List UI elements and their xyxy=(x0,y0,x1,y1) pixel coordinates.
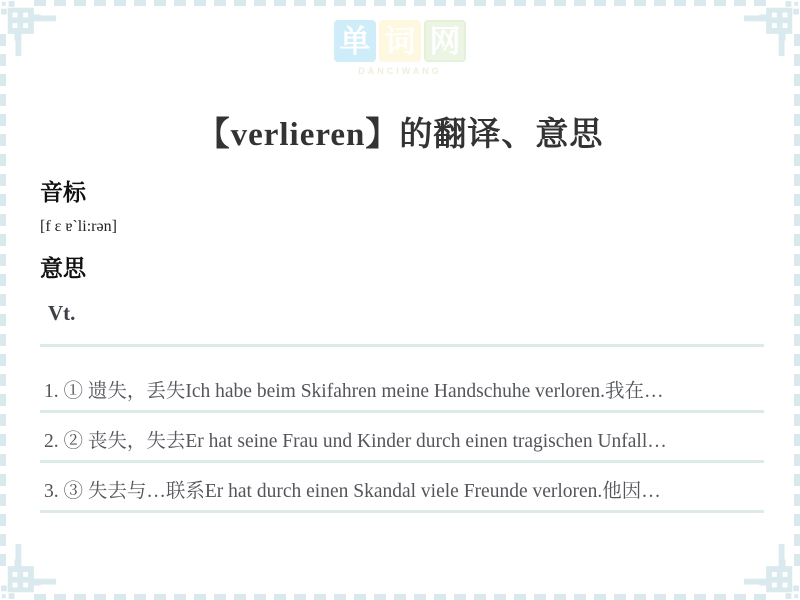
meaning-heading: 意思 xyxy=(40,256,86,281)
frame-border-bottom xyxy=(34,594,766,600)
logo-block-ci xyxy=(379,20,421,62)
part-of-speech-label: Vt. xyxy=(48,301,76,325)
meaning-item: 3. ③ 失去与…联系Er hat durch einen Skandal viele Freunde verloren.他因… xyxy=(44,481,661,502)
logo-char: 词 xyxy=(384,23,416,59)
frame-corner-ornament-icon xyxy=(0,542,58,600)
separator xyxy=(40,344,764,347)
separator xyxy=(40,510,764,513)
frame-corner-ornament-icon xyxy=(742,542,800,600)
logo-subtext: DANCIWANG xyxy=(358,66,442,76)
meaning-item: 1. ① 遗失，丢失Ich habe beim Skifahren meine Handschuhe verloren.我在… xyxy=(44,381,664,402)
meaning-item: 2. ② 丧失，失去Er hat seine Frau und Kinder durch einen tragischen Unfall… xyxy=(44,431,667,452)
logo-char: 单 xyxy=(339,23,371,59)
page-title: 【verlieren】的翻译、意思 xyxy=(196,117,604,154)
logo-block-dan xyxy=(334,20,376,62)
frame-corner-ornament-icon xyxy=(742,0,800,58)
phonetic-heading: 音标 xyxy=(40,180,86,205)
logo-char: 网 xyxy=(429,23,461,59)
separator xyxy=(40,410,764,413)
frame-border-top xyxy=(34,0,766,6)
separator xyxy=(40,460,764,463)
site-logo-blocks xyxy=(334,20,466,62)
frame-corner-ornament-icon xyxy=(0,0,58,58)
logo-block-wang xyxy=(424,20,466,62)
site-logo xyxy=(334,20,466,76)
phonetic-value: [f ɛ ɐ`li:rən] xyxy=(40,218,117,235)
